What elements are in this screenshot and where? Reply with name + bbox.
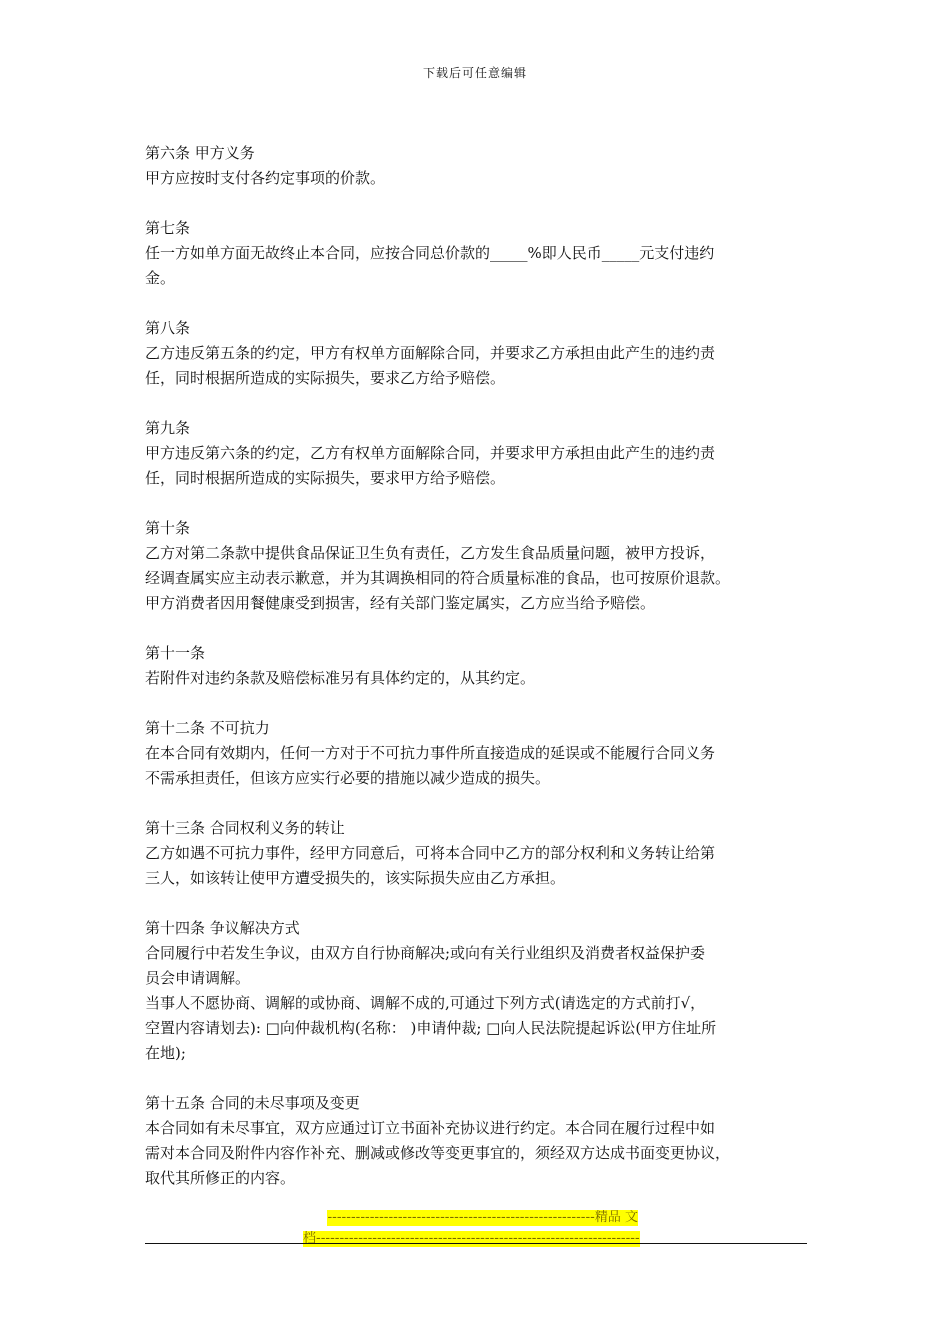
article-15 [145, 1091, 815, 1191]
article-12 [145, 716, 815, 791]
article-6 [145, 141, 815, 191]
article-14 [145, 916, 815, 1066]
article-9 [145, 416, 815, 491]
article-line: 任，同时根据所造成的实际损失，要求乙方给予赔偿。 [145, 369, 506, 387]
footer-watermark [303, 1210, 648, 1252]
article-line: 甲方违反第六条的约定，乙方有权单方面解除合同，并要求甲方承担由此产生的违约责 [145, 444, 716, 462]
article-line: 乙方对第二条款中提供食品保证卫生负有责任，乙方发生食品质量问题，被甲方投诉， [145, 544, 716, 562]
article-title: 第六条 甲方义务 [145, 144, 255, 162]
article-line: 甲方消费者因用餐健康受到损害，经有关部门鉴定属实，乙方应当给予赔偿。 [145, 594, 656, 612]
article-line: 在地); [145, 1044, 186, 1062]
footer-line-1: ---------------------------------------------------------精品 文 [327, 1210, 638, 1225]
footer-rule [145, 1243, 807, 1244]
article-title: 第十四条 争议解决方式 [145, 919, 300, 937]
article-line: 甲方应按时支付各约定事项的价款。 [145, 169, 386, 187]
article-line: 乙方如遇不可抗力事件，经甲方同意后，可将本合同中乙方的部分权利和义务转让给第 [145, 844, 716, 862]
article-line: 合同履行中若发生争议，由双方自行协商解决;或向有关行业组织及消费者权益保护委 [145, 944, 706, 962]
article-line: 空置内容请划去): □向仲裁机构(名称： )申请仲裁; □向人民法院提起诉讼(甲方住址所 [145, 1019, 717, 1037]
article-line: 在本合同有效期内，任何一方对于不可抗力事件所直接造成的延误或不能履行合同义务 [145, 744, 716, 762]
footer-line-2: 档--------------------------------------------------------------------- [303, 1231, 640, 1246]
article-line: 需对本合同及附件内容作补充、删减或修改等变更事宜的，须经双方达成书面变更协议， [145, 1144, 731, 1162]
article-title: 第十五条 合同的未尽事项及变更 [145, 1094, 360, 1112]
article-line: 当事人不愿协商、调解的或协商、调解不成的,可通过下列方式(请选定的方式前打√， [145, 994, 706, 1012]
article-title: 第七条 [145, 219, 191, 237]
article-line: 金。 [145, 269, 176, 287]
document-body [145, 141, 815, 1216]
article-line: 经调查属实应主动表示歉意，并为其调换相同的符合质量标准的食品，也可按原价退款。 [145, 569, 731, 587]
article-13 [145, 816, 815, 891]
article-line: 三人，如该转让使甲方遭受损失的，该实际损失应由乙方承担。 [145, 869, 566, 887]
article-line: 不需承担责任，但该方应实行必要的措施以减少造成的损失。 [145, 769, 551, 787]
article-title: 第十一条 [145, 644, 206, 662]
article-11 [145, 641, 815, 691]
article-title: 第八条 [145, 319, 191, 337]
article-10 [145, 516, 815, 616]
article-7 [145, 216, 815, 291]
article-title: 第十二条 不可抗力 [145, 719, 270, 737]
article-line: 员会申请调解。 [145, 969, 251, 987]
article-line: 任，同时根据所造成的实际损失，要求甲方给予赔偿。 [145, 469, 506, 487]
article-line: 若附件对违约条款及赔偿标准另有具体约定的，从其约定。 [145, 669, 536, 687]
article-title: 第十三条 合同权利义务的转让 [145, 819, 345, 837]
article-line: 乙方违反第五条的约定，甲方有权单方面解除合同，并要求乙方承担由此产生的违约责 [145, 344, 716, 362]
article-title: 第十条 [145, 519, 191, 537]
article-8 [145, 316, 815, 391]
article-line: 任一方如单方面无故终止本合同，应按合同总价款的_____%即人民币_____元支付违约 [145, 244, 715, 262]
article-line: 取代其所修正的内容。 [145, 1169, 296, 1187]
article-line: 本合同如有未尽事宜，双方应通过订立书面补充协议进行约定。本合同在履行过程中如 [145, 1119, 716, 1137]
page-header: 下载后可任意编辑 [422, 66, 527, 80]
article-title: 第九条 [145, 419, 191, 437]
